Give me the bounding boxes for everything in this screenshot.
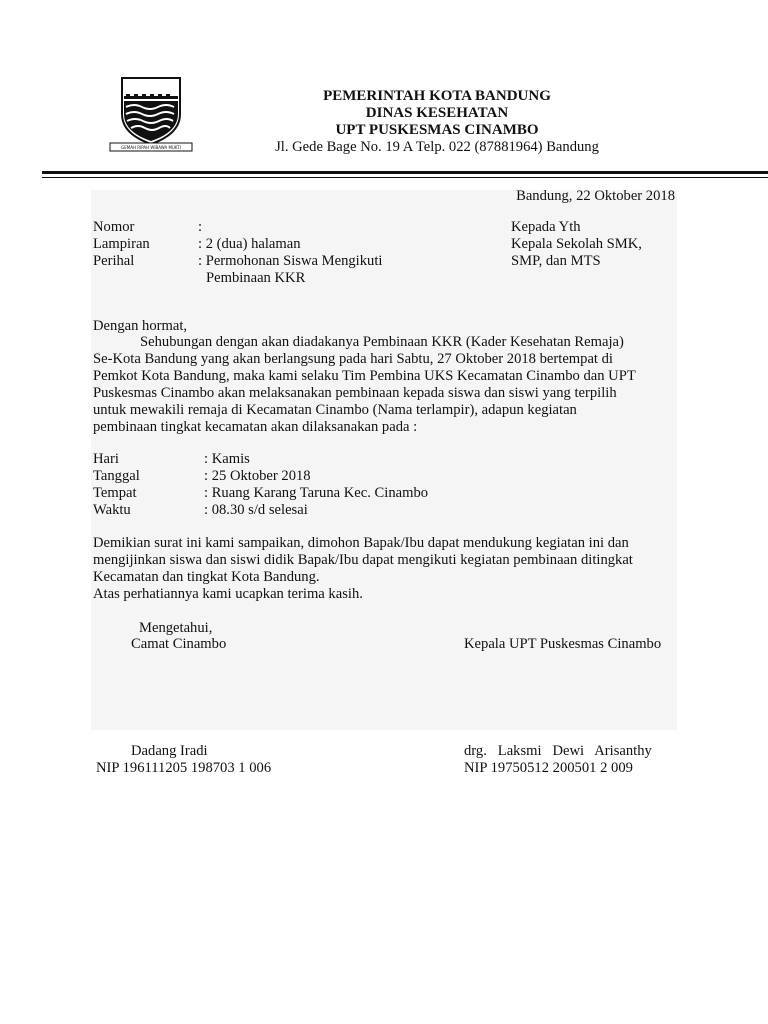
header-rule-thin [42,177,768,178]
field-label-lampiran: Lampiran [93,236,150,252]
paragraph-2 [93,535,678,603]
field-value-perihal: : Permohonan Siswa Mengikuti [198,253,383,269]
schedule-value-tanggal: : 25 Oktober 2018 [204,468,311,484]
paragraph-line: pembinaan tingkat kecamatan akan dilaksanakan pada : [93,419,418,435]
logo-motto: GEMAH RIPAH WIBAWA MUKTI [121,145,181,150]
letterhead [200,88,674,156]
schedule-label-waktu: Waktu [93,502,131,518]
field-value-lampiran: : 2 (dua) halaman [198,236,301,252]
paragraph-line: Pemkot Kota Bandung, maka kami selaku Tim Pembina UKS Kecamatan Cinambo dan UPT [93,368,636,384]
paragraph-line: Sehubungan dengan akan diadakanya Pembinaan KKR (Kader Kesehatan Remaja) [140,334,624,350]
recipient-line1: Kepada Yth [511,219,581,235]
signature-left-pre: Mengetahui, [139,620,213,636]
letterhead-address: Jl. Gede Bage No. 19 A Telp. 022 (87881964) Bandung [275,139,599,155]
field-label-nomor: Nomor [93,219,135,235]
paragraph-line: Se-Kota Bandung yang akan berlangsung pada hari Sabtu, 27 Oktober 2018 bertempat di [93,351,613,367]
signature-right-name: drg. Laksmi Dewi Arisanthy [464,743,652,759]
paragraph-1 [93,334,678,436]
schedule-value-hari: : Kamis [204,451,250,467]
closing-line: Atas perhatiannya kami ucapkan terima kasih. [93,586,363,602]
schedule-value-waktu: : 08.30 s/d selesai [204,502,308,518]
letterhead-line1: PEMERINTAH KOTA BANDUNG [323,88,551,104]
paragraph-line: Demikian surat ini kami sampaikan, dimohon Bapak/Ibu dapat mendukung kegiatan ini dan [93,535,629,551]
signature-left-nip: NIP 196111205 198703 1 006 [96,760,272,776]
schedule-label-hari: Hari [93,451,119,467]
signature-left-title: Camat Cinambo [131,636,227,652]
signature-right-title: Kepala UPT Puskesmas Cinambo [464,636,662,652]
schedule-value-tempat: : Ruang Karang Taruna Kec. Cinambo [204,485,429,501]
field-label-perihal: Perihal [93,253,135,269]
recipient-line3: SMP, dan MTS [511,253,601,269]
paragraph-line: untuk mewakili remaja di Kecamatan Cinambo (Nama terlampir), adapun kegiatan [93,402,577,418]
paragraph-line: mengijinkan siswa dan siswi didik Bapak/Ibu dapat mengikuti kegiatan pembinaan ditingkat [93,552,633,568]
field-value-nomor: : [198,219,203,235]
kota-bandung-logo [108,74,194,152]
letter-date: Bandung, 22 Oktober 2018 [516,188,675,204]
letterhead-line3: UPT PUSKESMAS CINAMBO [335,122,539,138]
field-value-perihal-cont: Pembinaan KKR [206,270,306,286]
signature-right-nip: NIP 19750512 200501 2 009 [464,760,633,776]
schedule-label-tanggal: Tanggal [93,468,140,484]
greeting: Dengan hormat, [93,318,188,334]
signature-left-name: Dadang Iradi [131,743,208,759]
header-rule-thick [42,171,768,174]
recipient-line2: Kepala Sekolah SMK, [511,236,642,252]
paragraph-line: Kecamatan dan tingkat Kota Bandung. [93,569,320,585]
schedule-label-tempat: Tempat [93,485,137,501]
letterhead-line2: DINAS KESEHATAN [365,105,509,121]
paragraph-line: Puskesmas Cinambo akan melaksanakan pembinaan kepada siswa dan siswi yang terpilih [93,385,617,401]
